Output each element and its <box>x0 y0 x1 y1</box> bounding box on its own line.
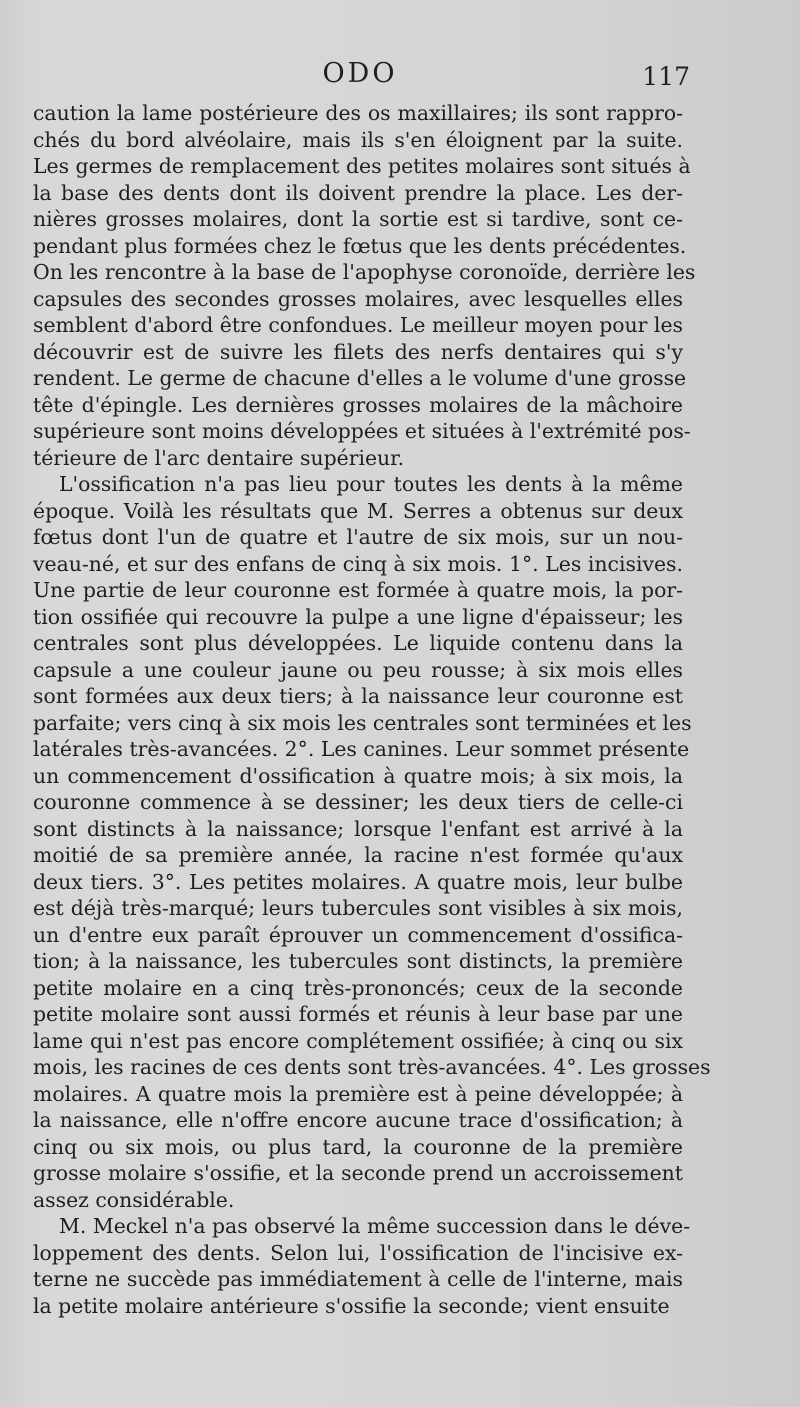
text-line: un commencement d'ossification à quatre mois; à six mois, la <box>33 763 683 788</box>
text-line: nières grosses molaires, dont la sortie est si tardive, sont ce- <box>33 207 683 231</box>
text-line: petite molaire en a cinq très-prononcés; ceux de la seconde <box>33 975 683 1000</box>
text-line: L'ossification n'a pas lieu pour toutes les dents à la même <box>59 472 683 496</box>
text-line: est déjà très-marqué; leurs tubercules sont visibles à six mois, <box>33 896 683 920</box>
text-line: petite molaire sont aussi formés et réunis à leur base par une <box>33 1002 683 1026</box>
text-line: supérieure sont moins développées et situées à l'extrémité pos- <box>33 419 691 443</box>
text-line: Une partie de leur couronne est formée à quatre mois, la por- <box>33 578 683 602</box>
text-line: loppement des dents. Selon lui, l'ossification de l'incisive ex- <box>33 1240 683 1265</box>
text-line: la petite molaire antérieure s'ossifie la seconde; vient ensuite <box>33 1293 670 1318</box>
paragraph <box>33 1213 691 1319</box>
text-line: moitié de sa première année, la racine n'est formée qu'aux <box>33 843 683 867</box>
text-line: centrales sont plus développées. Le liquide contenu dans la <box>33 631 683 655</box>
text-line: cinq ou six mois, ou plus tard, la couronne de la première <box>33 1134 683 1159</box>
text-line: grosse molaire s'ossifie, et la seconde prend un accroissement <box>33 1161 683 1185</box>
text-line: tion ossifiée qui recouvre la pulpe a une ligne d'épaisseur; les <box>33 604 683 629</box>
text-line: assez considérable. <box>33 1187 235 1212</box>
text-line: M. Meckel n'a pas observé la même succession dans le déve- <box>59 1214 691 1238</box>
running-head: ODO <box>322 58 398 89</box>
text-line: un d'entre eux paraît éprouver un commencement d'ossifica- <box>33 922 683 947</box>
text-line: fœtus dont l'un de quatre et l'autre de six mois, sur un nou- <box>33 525 683 549</box>
text-line: latérales très-avancées. 2°. Les canines. Leur sommet présente <box>33 737 690 761</box>
page-header <box>30 58 690 98</box>
paragraph <box>33 100 696 471</box>
text-line: molaires. A quatre mois la première est à peine développée; à <box>33 1081 683 1106</box>
text-line: Les germes de remplacement des petites molaires sont situés à <box>33 154 691 178</box>
text-line: tion; à la naissance, les tubercules sont distincts, la première <box>33 949 683 973</box>
text-line: sont formées aux deux tiers; à la naissance leur couronne est <box>33 684 683 708</box>
text-line: couronne commence à se dessiner; les deux tiers de celle-ci <box>33 790 683 814</box>
text-line: époque. Voilà les résultats que M. Serres a obtenus sur deux <box>33 498 683 523</box>
text-line: térieure de l'arc dentaire supérieur. <box>33 445 405 470</box>
text-line: capsules des secondes grosses molaires, avec lesquelles elles <box>33 286 683 311</box>
text-line: rendent. Le germe de chacune d'elles a le volume d'une grosse <box>33 366 687 390</box>
text-line: terne ne succède pas immédiatement à celle de l'interne, mais <box>33 1267 683 1291</box>
body-text <box>33 100 711 1319</box>
text-line: sont distincts à la naissance; lorsque l'enfant est arrivé à la <box>33 816 683 841</box>
text-line: deux tiers. 3°. Les petites molaires. A quatre mois, leur bulbe <box>33 869 683 894</box>
text-line: la naissance, elle n'offre encore aucune trace d'ossification; à <box>33 1108 683 1132</box>
text-line: parfaite; vers cinq à six mois les centrales sont terminées et les <box>33 710 692 735</box>
text-line: découvrir est de suivre les filets des nerfs dentaires qui s'y <box>33 339 683 364</box>
text-line: On les rencontre à la base de l'apophyse coronoïde, derrière les <box>33 260 696 284</box>
paragraph <box>33 471 711 1213</box>
text-line: caution la lame postérieure des os maxillaires; ils sont rappro- <box>33 101 683 125</box>
text-line: chés du bord alvéolaire, mais ils s'en éloignent par la suite. <box>33 127 683 152</box>
text-line: veau-né, et sur des enfans de cinq à six mois. 1°. Les incisives. <box>33 551 683 576</box>
text-line: mois, les racines de ces dents sont très-avancées. 4°. Les grosses <box>33 1055 711 1079</box>
text-line: tête d'épingle. Les dernières grosses molaires de la mâchoire <box>33 392 683 417</box>
page-number: 117 <box>642 62 690 91</box>
text-line: capsule a une couleur jaune ou peu rousse; à six mois elles <box>33 657 683 682</box>
text-line: lame qui n'est pas encore complétement ossifiée; à cinq ou six <box>33 1028 683 1053</box>
text-line: la base des dents dont ils doivent prendre la place. Les der- <box>33 180 683 205</box>
text-line: pendant plus formées chez le fœtus que les dents précédentes. <box>33 233 687 258</box>
text-line: semblent d'abord être confondues. Le meilleur moyen pour les <box>33 313 683 337</box>
